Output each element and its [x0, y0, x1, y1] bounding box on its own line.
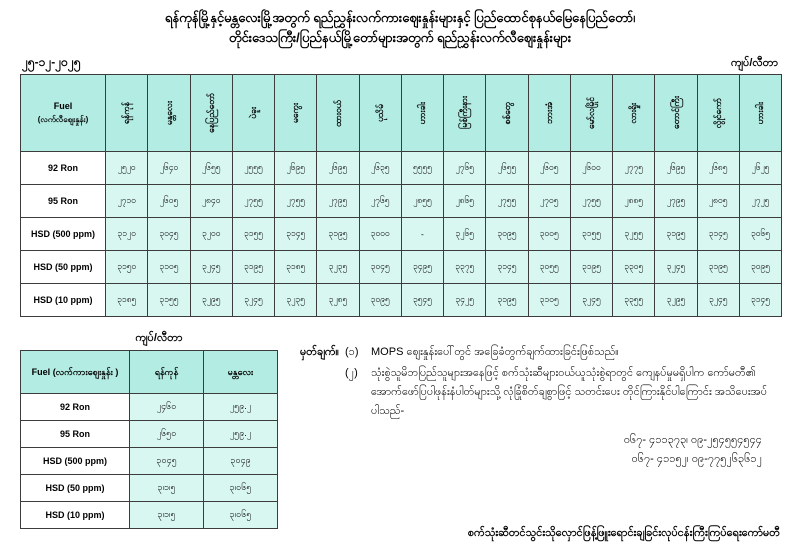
price-cell: ၃၃၀၅	[613, 251, 655, 284]
price-cell: ၃၁၅၅	[148, 284, 190, 317]
row-label: 95 Ron	[21, 185, 106, 218]
price-cell: ၃၀၉၅	[739, 251, 781, 284]
price-cell: ၃၁၅၀	[106, 251, 148, 284]
table-row	[21, 152, 782, 185]
city-column-header	[528, 75, 570, 152]
city-label: တောင်ကြီး	[670, 96, 681, 130]
price-cell: ၃၂၃၅	[275, 284, 317, 317]
price-cell: ၂၆၀၀	[570, 152, 612, 185]
price-cell: ၂၆၉၅	[317, 152, 359, 185]
price-cell: ၃၁၄၅	[739, 284, 781, 317]
city-column-header: ရန်ကုန်	[130, 351, 204, 394]
city-label: မြစ်ကြီးနား	[459, 96, 470, 130]
note-text: MOPS ဈေးနှုန်းပေါ်တွင် အခြေခံတွက်ချက်ထားခြင်းဖြစ်သည်။	[371, 346, 619, 358]
price-cell: ၂၇၁၀	[106, 185, 148, 218]
phone-line: ၀၆၇- ၄၁၁၅၂၊ ၀၉-၇၇၅၂၆၃၆၁၂	[631, 453, 762, 465]
city-column-header	[739, 75, 781, 152]
price-cell: ၃၁၈၅	[106, 284, 148, 317]
price-cell: ၂၇၂၅	[739, 185, 781, 218]
row-label: HSD (50 ppm)	[21, 251, 106, 284]
price-cell: ၃၊၁၊၅	[130, 475, 204, 502]
city-column-header	[359, 75, 401, 152]
fuel-header-line2: (လက်လီဈေးနှုန်း)	[37, 115, 89, 124]
unit-label-main: ကျပ်/လီတာ	[730, 57, 778, 69]
city-label: နေပြည်တော်	[205, 93, 216, 133]
price-cell: ၃၂၈၅	[317, 284, 359, 317]
price-cell: ၃၁၈၅	[275, 251, 317, 284]
row-label: HSD (500 ppm)	[21, 218, 106, 251]
city-label: လွိုင်ကော်	[712, 97, 723, 129]
wholesale-section	[20, 331, 278, 529]
price-cell: ၃၁၀၅	[528, 284, 570, 317]
price-cell: ၂၅၂၀	[106, 152, 148, 185]
price-cell: ၃၃၅၅	[613, 284, 655, 317]
table-header-row	[21, 75, 782, 152]
row-label: 92 Ron	[21, 394, 130, 421]
fuel-header-line1: Fuel	[53, 101, 73, 111]
price-cell: ၃၂၅၅	[613, 218, 655, 251]
price-cell: ၂၇၀၅	[528, 185, 570, 218]
price-cell: ၂၇၉၅	[655, 185, 697, 218]
table-row	[21, 448, 278, 475]
price-cell: ၃၊၀၆၅	[204, 502, 278, 529]
price-cell: ၃၀၉၅	[359, 284, 401, 317]
table-header-row	[21, 351, 278, 394]
price-cell: ၃၀၀၅	[528, 218, 570, 251]
note-text: သုံးစွဲသူမိဘပြည်သူများအနေဖြင့် စက်သုံးဆီများဝယ်ယူသုံးစွဲရာတွင် ကျေနပ်မှုမရှိပါက ကော်မတီ၏ အောက်ဖော်ပြပါဖုန်းနံပါတ်များသို့ လုံခြုံစိတ်ချစွာဖြင့် သတင်းပေး တိုင်ကြားနိုင်ပါကြောင်း အသိပေးအပ်ပါသည်-	[371, 367, 768, 417]
city-label: ပဲခူး	[248, 107, 259, 119]
wholesale-price-table	[20, 350, 278, 529]
price-cell: ၂၅၉.၂	[204, 421, 278, 448]
table-row	[21, 421, 278, 448]
price-cell: ၂၆၄၀	[148, 152, 190, 185]
contact-phones	[300, 431, 780, 469]
price-cell: ၃၁၉၅	[317, 218, 359, 251]
city-column-header	[401, 75, 443, 152]
title-line-2: တိုင်းဒေသကြီး/ပြည်နယ်မြို့တော်များအတွက် ရည်ညွှန်းလက်လီဈေးနှုန်းများ	[228, 30, 572, 45]
price-cell: ၃၂၄၅	[232, 284, 274, 317]
price-cell: ၃၂၄၅	[190, 251, 232, 284]
price-cell: ၃၊၀၆၅	[204, 475, 278, 502]
price-cell: ၃၀၉၅	[486, 218, 528, 251]
price-cell: ၂၈၅၅	[401, 185, 443, 218]
price-cell: ၂၆၂၅	[739, 152, 781, 185]
document-title	[0, 0, 800, 48]
city-column-header	[613, 75, 655, 152]
price-cell: ၂၇၇၅	[613, 152, 655, 185]
price-cell: ၅၅၅၅	[401, 152, 443, 185]
lower-section	[0, 331, 800, 529]
price-cell: ၃၁၀၅	[148, 251, 190, 284]
price-cell: ၃၀၄၅	[130, 448, 204, 475]
city-column-header	[232, 75, 274, 152]
price-cell: ၃၂၀၀	[190, 218, 232, 251]
price-cell: ၃၄၉၅	[401, 251, 443, 284]
fuel-column-header	[21, 75, 106, 152]
note-item	[300, 343, 780, 362]
row-label: HSD (500 ppm)	[21, 448, 130, 475]
price-cell: ၃၂၄၅	[570, 284, 612, 317]
row-label: HSD (50 ppm)	[21, 475, 130, 502]
title-line-1: ရန်ကုန်မြို့နှင့်မန္တလေးမြို့အတွက် ရည်ညွှန်းလက်ကားဈေးနှုန်းများနှင့် ပြည်ထောင်စုနယ်မြေနေပြည်တော်၊	[164, 10, 636, 25]
price-cell: ၂၅၅၅	[232, 152, 274, 185]
city-column-header	[317, 75, 359, 152]
price-cell: ၃၁၉၅	[232, 251, 274, 284]
price-cell: ၂၆၅၀	[130, 421, 204, 448]
price-cell: ၃၊၁၊၅	[130, 502, 204, 529]
price-cell: ၂၇၆၅	[444, 152, 486, 185]
price-cell: ၂၆၅၅	[486, 152, 528, 185]
price-cell: ၃၂၆၅	[444, 218, 486, 251]
city-label: မော်လမြိုင်	[586, 97, 597, 129]
note-number: (၂)	[345, 367, 358, 379]
price-cell: ၂၄၆၀	[130, 394, 204, 421]
committee-footer: စက်သုံးဆီတင်သွင်းသိုလှောင်ဖြန့်ဖြူးရောင်းချခြင်းလုပ်ငန်းကြီးကြပ်ရေးကော်မတီ	[467, 527, 780, 539]
price-cell: ၃၀၄၅	[148, 218, 190, 251]
price-cell: ၃၁၄၅	[486, 251, 528, 284]
city-column-header	[148, 75, 190, 152]
price-cell: ၃၁၅၅	[570, 218, 612, 251]
price-cell: ၃၁၄၅	[275, 218, 317, 251]
price-cell: ၂၈၆၅	[444, 185, 486, 218]
fuel-column-header	[21, 351, 130, 394]
city-column-header	[486, 75, 528, 152]
price-cell: ၃၁၉၅	[697, 251, 739, 284]
price-cell: ၃၃၇၅	[444, 251, 486, 284]
retail-price-table	[20, 74, 782, 317]
city-column-header: မန္တလေး	[204, 351, 278, 394]
row-label: HSD (10 ppm)	[21, 284, 106, 317]
price-cell: ၂၇၅၅	[232, 185, 274, 218]
price-cell: ၃၅၄၅	[401, 284, 443, 317]
price-cell: ၂၆၀၅	[528, 152, 570, 185]
price-cell: ၃၂၉၅	[655, 284, 697, 317]
table-row	[21, 284, 782, 317]
city-column-header	[106, 75, 148, 152]
date-unit-row	[0, 48, 800, 74]
price-cell: ၂၈၈၅	[613, 185, 655, 218]
city-column-header	[570, 75, 612, 152]
city-column-header	[655, 75, 697, 152]
city-label: မန္တလေး	[163, 101, 174, 125]
row-label: 95 Ron	[21, 421, 130, 448]
table-row	[21, 218, 782, 251]
price-cell: ၂၆၈၅	[697, 152, 739, 185]
price-cell: ၃၀၄၅	[359, 251, 401, 284]
city-label: ထားဝယ်	[332, 99, 343, 127]
price-cell: ၃၁၂၀	[106, 218, 148, 251]
price-cell: ၂၅၉.၂	[204, 394, 278, 421]
unit-label-small: ကျပ်/လီတာ	[135, 332, 183, 344]
city-label: လားရှိုး	[628, 102, 639, 124]
city-label: ပုသိမ်	[374, 104, 385, 122]
price-cell: ၃၁၅၅	[232, 218, 274, 251]
price-cell: ၃၁၉၅	[486, 284, 528, 317]
price-cell: ၂၆၉၅	[275, 152, 317, 185]
notes-heading: မှတ်ချက်။	[300, 346, 340, 358]
city-column-header	[275, 75, 317, 152]
city-label: ရန်ကုန်	[121, 102, 132, 124]
city-label: မကွေး	[290, 103, 301, 123]
table-row	[21, 475, 278, 502]
price-cell: ၂၆၀၅	[148, 185, 190, 218]
table-row	[21, 185, 782, 218]
city-column-header	[697, 75, 739, 152]
price-cell: ၃၀၀၀	[359, 218, 401, 251]
table-row	[21, 502, 278, 529]
price-cell: ၃၁၉၅	[570, 251, 612, 284]
city-column-header	[190, 75, 232, 152]
price-cell: ၂၈၄၀	[190, 185, 232, 218]
city-label: ဟားခါး	[417, 101, 428, 125]
note-item	[300, 364, 780, 421]
price-cell: ၂၇၉၅	[317, 185, 359, 218]
fuel-header-line1: Fuel	[31, 366, 51, 377]
table-row	[21, 394, 278, 421]
price-cell: ၃၁၉၅	[655, 218, 697, 251]
report-date: ၂၅-၁၂-၂၀၂၅	[22, 55, 81, 69]
city-label: ဘားအံ	[543, 102, 554, 124]
city-label: ဟားခါး	[755, 101, 766, 125]
price-cell: ၃၂၉၅	[190, 284, 232, 317]
price-cell: ၃၀၆၅	[739, 218, 781, 251]
price-cell: ၂၇၅၅	[275, 185, 317, 218]
price-cell: ၂၆၃၅	[359, 152, 401, 185]
price-cell: ၂၈၀၅	[697, 185, 739, 218]
price-cell: ၃၂၄၅	[697, 284, 739, 317]
row-label: 92 Ron	[21, 152, 106, 185]
price-cell: ၂၇၅၅	[486, 185, 528, 218]
price-cell: ၂၇၆၅	[359, 185, 401, 218]
city-column-header	[444, 75, 486, 152]
note-number: (၁)	[345, 346, 359, 358]
price-cell: ၃၂၃၅	[317, 251, 359, 284]
price-cell: -	[401, 218, 443, 251]
price-cell: ၂၆၉၅	[655, 152, 697, 185]
price-cell: ၂၆၅၅	[190, 152, 232, 185]
price-cell: ၃၄၂၅	[444, 284, 486, 317]
row-label: HSD (10 ppm)	[21, 502, 130, 529]
price-cell: ၃၂၄၅	[655, 251, 697, 284]
price-cell: ၃၁၄၅	[697, 218, 739, 251]
table-row	[21, 251, 782, 284]
price-cell: ၂၇၅၅	[570, 185, 612, 218]
notes-section	[278, 331, 780, 529]
city-label: စစ်တွေ	[501, 101, 512, 125]
price-cell: ၃၀၅၅	[528, 251, 570, 284]
fuel-header-line2: (လက်ကားဈေးနှုန်း )	[52, 366, 119, 377]
price-cell: ၃၀၄၉	[204, 448, 278, 475]
phone-line: ၀၆၇- ၄၁၁၃၇၃၊ ၀၉-၂၅၄၅၅၄၅၄၄	[623, 434, 762, 446]
